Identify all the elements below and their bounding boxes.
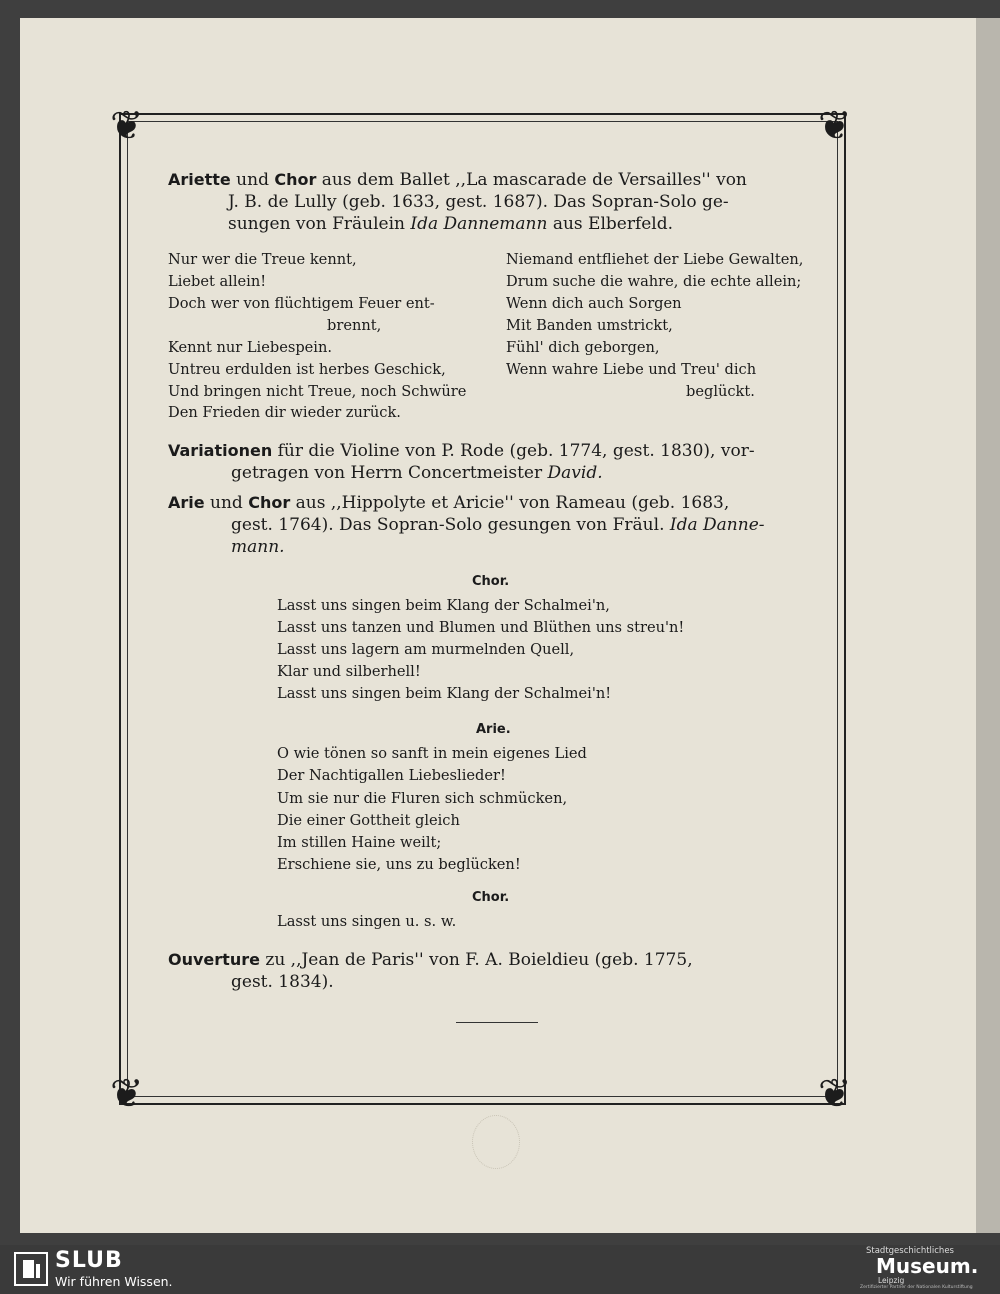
poem-right-line: Wenn wahre Liebe und Treu' dich [506,361,757,378]
poem-right-line: Niemand entfliehet der Liebe Gewalten, [506,251,804,268]
poem-right-line: Mit Banden umstrickt, [506,317,673,334]
ariette-und: und [236,170,269,190]
arie-line: Der Nachtigallen Liebeslieder! [277,767,506,784]
slub-tagline: Wir führen Wissen. [55,1274,173,1289]
arie-title: Arie [168,493,205,512]
museum-name: Museum. [876,1254,979,1278]
ariette-line1-text: aus dem Ballet ,,La mascarade de Versailles'' von [321,170,747,190]
museum-partner-note: Zertifizierter Partner der Nationalen Kulturstiftung [860,1285,973,1290]
chor-line: Lasst uns tanzen und Blumen und Blüthen uns streu'n! [277,619,685,636]
poem-left-line: Doch wer von flüchtigem Feuer ent- [168,295,435,312]
performer-name: David. [547,463,603,483]
chor-line-2: Lasst uns singen u. s. w. [277,913,457,930]
chor-heading: Chor. [472,574,510,589]
arie-line: Erschiene sie, uns zu beglücken! [277,856,521,873]
poem-left-line: Untreu erdulden ist herbes Geschick, [168,361,446,378]
poem-left-line: Nur wer die Treue kennt, [168,251,357,268]
ouverture-line1-text: zu ,,Jean de Paris'' von F. A. Boieldieu (geb. 1775, [265,950,693,970]
poem-left-line: Liebet allein! [168,273,267,290]
chor-line: Lasst uns singen beim Klang der Schalmei'n, [277,597,610,614]
arie-line: O wie tönen so sanft in mein eigenes Lied [277,745,587,762]
arie-section-line2 [231,515,765,535]
poem-right-line: Fühl' dich geborgen, [506,339,660,356]
arie-section-line1 [168,493,729,513]
variationen-line2-start: getragen von Herrn Concertmeister [231,463,543,483]
arie-line: Um sie nur die Fluren sich schmücken, [277,790,568,807]
library-stamp [472,1115,520,1169]
variationen-line1 [168,441,755,461]
ariette-line2: J. B. de Lully (geb. 1633, gest. 1687). Das Sopran-Solo ge- [228,192,729,212]
arie-und: und [210,493,243,513]
arie-line: Im stillen Haine weilt; [277,834,442,851]
chor-line: Lasst uns lagern am murmelnden Quell, [277,641,575,658]
museum-subtitle: Stadtgeschichtliches [866,1246,954,1256]
ouverture-title: Ouverture [168,950,260,969]
corner-ornament-top-left: ❦ [110,103,144,149]
arie-chor-title: Chor [248,493,291,512]
arie-line: Die einer Gottheit gleich [277,812,460,829]
ariette-line3-end: aus Elberfeld. [552,214,674,234]
slub-name: SLUB [55,1248,123,1273]
poem-right-line: beglückt. [686,383,755,400]
arie-singer-name: Ida Danne- [669,515,765,535]
ariette-line3 [228,214,673,234]
poem-left-line: brennt, [327,317,382,334]
ariette-chor-title: Chor [274,170,317,189]
poem-left-line: Den Frieden dir wieder zurück. [168,404,401,421]
poem-right-line: Wenn dich auch Sorgen [506,295,682,312]
ariette-line3-start: sungen von Fräulein [228,214,405,234]
ouverture-line2: gest. 1834). [231,972,334,992]
arie-line2-start: gest. 1764). Das Sopran-Solo gesungen von Fräul. [231,515,665,535]
ariette-title: Ariette [168,170,231,189]
museum-city: Leipzig [878,1276,905,1285]
slub-logo-icon [14,1252,48,1286]
chor-line: Lasst uns singen beim Klang der Schalmei'n! [277,685,612,702]
variationen-title: Variationen [168,441,273,460]
corner-ornament-top-right: ❦ [818,103,852,149]
arie-section-line3: mann. [231,537,285,557]
chor-heading-2: Chor. [472,890,510,905]
poem-left-line: Und bringen nicht Treue, noch Schwüre [168,383,467,400]
closing-rule [456,1022,538,1023]
singer-name: Ida Dannemann [410,214,548,234]
poem-left-line: Kennt nur Liebespein. [168,339,333,356]
poem-right-line: Drum suche die wahre, die echte allein; [506,273,802,290]
ouverture-line1 [168,950,693,970]
corner-ornament-bottom-right: ❦ [818,1071,852,1117]
corner-ornament-bottom-left: ❦ [110,1071,144,1117]
ariette-heading-line1 [168,170,747,190]
variationen-line1-text: für die Violine von P. Rode (geb. 1774, gest. 1830), vor- [277,441,755,461]
paper-edge [976,18,1000,1233]
arie-line1-text: aus ,,Hippolyte et Aricie'' von Rameau (geb. 1683, [295,493,730,513]
arie-heading: Arie. [476,722,511,737]
chor-line: Klar und silberhell! [277,663,421,680]
variationen-line2 [231,463,603,483]
